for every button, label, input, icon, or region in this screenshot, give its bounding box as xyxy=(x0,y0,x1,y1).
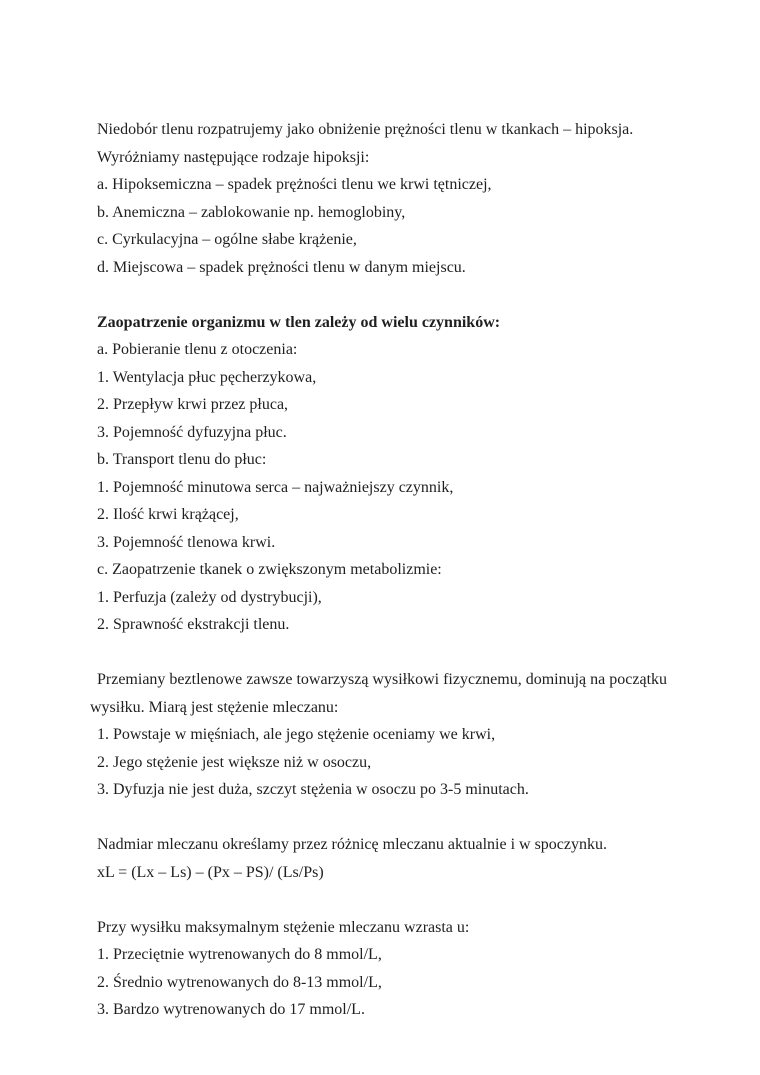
section-nadmiar-mleczanu xyxy=(90,831,690,886)
paragraph-line: Niedobór tlenu rozpatrujemy jako obniżenie prężności tlenu w tkankach – hipoksja. xyxy=(97,121,634,138)
section-heading: Zaopatrzenie organizmu w tlen zależy od wielu czynników: xyxy=(97,313,501,331)
paragraph-line: Nadmiar mleczanu określamy przez różnicę mleczanu aktualnie i w spoczynku. xyxy=(97,836,607,853)
list-item: a. Hipoksemiczna – spadek prężności tlenu we krwi tętniczej, xyxy=(97,176,492,193)
list-item: 1. Perfuzja (zależy od dystrybucji), xyxy=(97,588,322,606)
list-item: 1. Przeciętnie wytrenowanych do 8 mmol/L, xyxy=(97,946,382,963)
list-item: 2. Średnio wytrenowanych do 8-13 mmol/L, xyxy=(97,973,382,991)
formula-line: xL = (Lx – Ls) – (Px – PS)/ (Ls/Ps) xyxy=(97,863,324,881)
list-item: 1. Wentylacja płuc pęcherzykowa, xyxy=(97,368,317,386)
list-item: c. Zaopatrzenie tkanek o zwiększonym metabolizmie: xyxy=(97,561,442,578)
list-item: 2. Ilość krwi krążącej, xyxy=(97,506,239,523)
paragraph-line: Przy wysiłku maksymalnym stężenie mleczanu wzrasta u: xyxy=(97,918,470,936)
list-item: c. Cyrkulacyjna – ogólne słabe krążenie, xyxy=(97,231,357,248)
list-item: 2. Jego stężenie jest większe niż w osoczu, xyxy=(97,753,372,771)
list-item: 1. Pojemność minutowa serca – najważniejszy czynnik, xyxy=(97,478,454,496)
section-przemiany-beztlenowe xyxy=(90,666,690,804)
list-item: 1. Powstaje w mięśniach, ale jego stężenie oceniamy we krwi, xyxy=(97,726,496,743)
document-content xyxy=(90,116,690,1024)
list-item: a. Pobieranie tlenu z otoczenia: xyxy=(97,341,298,358)
paragraph-line: Wyróżniamy następujące rodzaje hipoksji: xyxy=(97,148,370,166)
list-item: 3. Pojemność tlenowa krwi. xyxy=(97,533,276,551)
list-item: 2. Przepływ krwi przez płuca, xyxy=(97,396,289,413)
section-hipoksja xyxy=(90,116,690,281)
paragraph-line: Przemiany beztlenowe zawsze towarzyszą wysiłkowi fizycznemu, dominują na początku xyxy=(97,671,668,688)
list-item: b. Transport tlenu do płuc: xyxy=(97,451,267,468)
list-item: 3. Pojemność dyfuzyjna płuc. xyxy=(97,423,287,441)
list-item: b. Anemiczna – zablokowanie np. hemoglobiny, xyxy=(97,203,406,221)
section-zaopatrzenie xyxy=(90,309,690,639)
paragraph-line: wysiłku. Miarą jest stężenie mleczanu: xyxy=(90,698,339,716)
section-mleczan-wzrost xyxy=(90,914,690,1024)
list-item: 3. Bardzo wytrenowanych do 17 mmol/L. xyxy=(97,1001,365,1018)
list-item: d. Miejscowa – spadek prężności tlenu w danym miejscu. xyxy=(97,258,466,276)
list-item: 2. Sprawność ekstrakcji tlenu. xyxy=(97,616,290,633)
list-item: 3. Dyfuzja nie jest duża, szczyt stężenia w osoczu po 3-5 minutach. xyxy=(97,781,529,798)
